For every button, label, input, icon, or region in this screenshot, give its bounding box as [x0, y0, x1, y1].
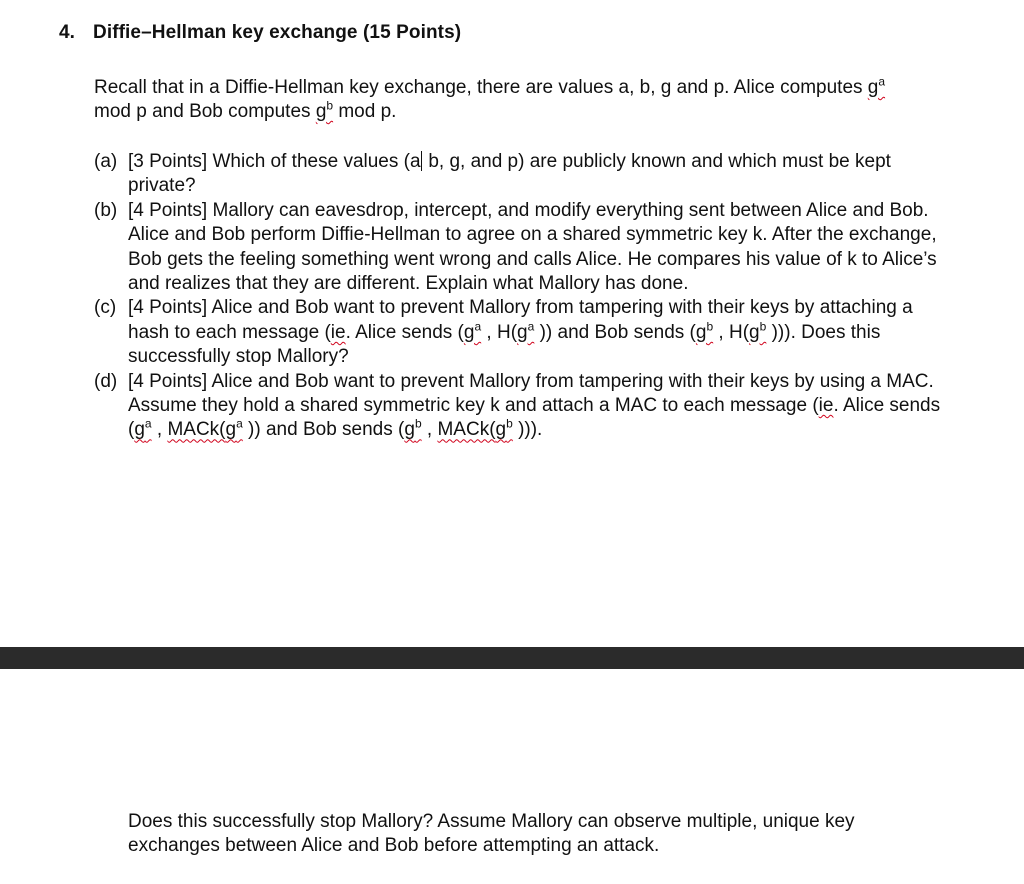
g-to-b-expression: $g^b$ — [404, 417, 422, 441]
sub-question-list — [94, 150, 944, 443]
g-to-b-expression: $g^b$ — [749, 319, 767, 343]
question-number: 4. — [59, 22, 76, 43]
g-to-b-expression: $g^b$ — [315, 98, 334, 122]
intro-text-3: mod p. — [333, 101, 397, 122]
part-d: (d) [4 Points] Alice and Bob want to prevent Mallory from tampering with their keys by using a MAC. Assume they hold a shared symmetric key k and attach a MAC to each message (ie. Alice sends ($g^a$ , $MACk(g^a$ )) and Bob sends ($g^b$ , $MACk(g^b$ ))). — [94, 370, 941, 441]
part-a-label: (a) — [94, 151, 118, 172]
question-heading — [59, 22, 461, 44]
part-d-label: (d) — [94, 370, 118, 392]
g-to-a-expression: $g^a$ — [134, 417, 152, 441]
g-to-b-expression: $g^b$ — [695, 319, 714, 343]
intro-paragraph — [94, 76, 914, 124]
question-title: Diffie–Hellman key exchange (15 Points) — [93, 22, 462, 43]
part-a-text-1: [3 Points] Which of these values (a — [128, 151, 421, 172]
intro-text-1: Recall that in a Diffie-Hellman key exchange, there are values a, b, g and p. Alice computes — [94, 77, 868, 98]
g-to-a-expression: $g^a$ — [517, 319, 535, 343]
part-a — [94, 150, 944, 199]
document-page-2 — [0, 669, 1024, 884]
part-b-label: (b) — [94, 199, 118, 221]
intro-text-2: mod p and Bob computes — [94, 101, 316, 122]
mac-expression: $MACk(g^b$ — [437, 417, 513, 441]
page-break-bar — [0, 647, 1024, 669]
part-c-label: (c) — [94, 297, 117, 319]
g-to-a-expression: $g^a$ — [867, 74, 886, 98]
text-cursor — [421, 151, 423, 171]
continuation-text: Does this successfully stop Mallory? Assume Mallory can observe multiple, unique key exchanges between Alice and Bob before attempting an attack. — [128, 811, 855, 857]
part-c: (c) [4 Points] Alice and Bob want to prevent Mallory from tampering with their keys by attaching a hash to each message (ie. Alice sends ($g^a$ , $H(g^a$ )) and Bob sends ($g^b$ , $H(g^b$ ))). Does this successfully stop Mallory? — [94, 297, 913, 368]
part-b-text: [4 Points] Mallory can eavesdrop, intercept, and modify everything sent between Alice and Bob. Alice and Bob perform Diffie-Hellman to agree on a shared symmetric key k. After the exchange, Bob gets the feeling something went wrong and calls Alice. He compares his value of k to Alice’s and realizes that they are different. Explain what Mallory has done. — [128, 199, 937, 295]
g-to-a-expression: $g^a$ — [463, 319, 482, 343]
part-a-text-2: b, g, and p) are publicly known and which must be kept private? — [128, 151, 891, 197]
ie-abbrev: ie — [330, 321, 346, 343]
mac-expression: $MACk(g^a$ — [167, 417, 243, 441]
ie-abbrev: ie — [818, 395, 834, 417]
part-b — [94, 199, 944, 297]
